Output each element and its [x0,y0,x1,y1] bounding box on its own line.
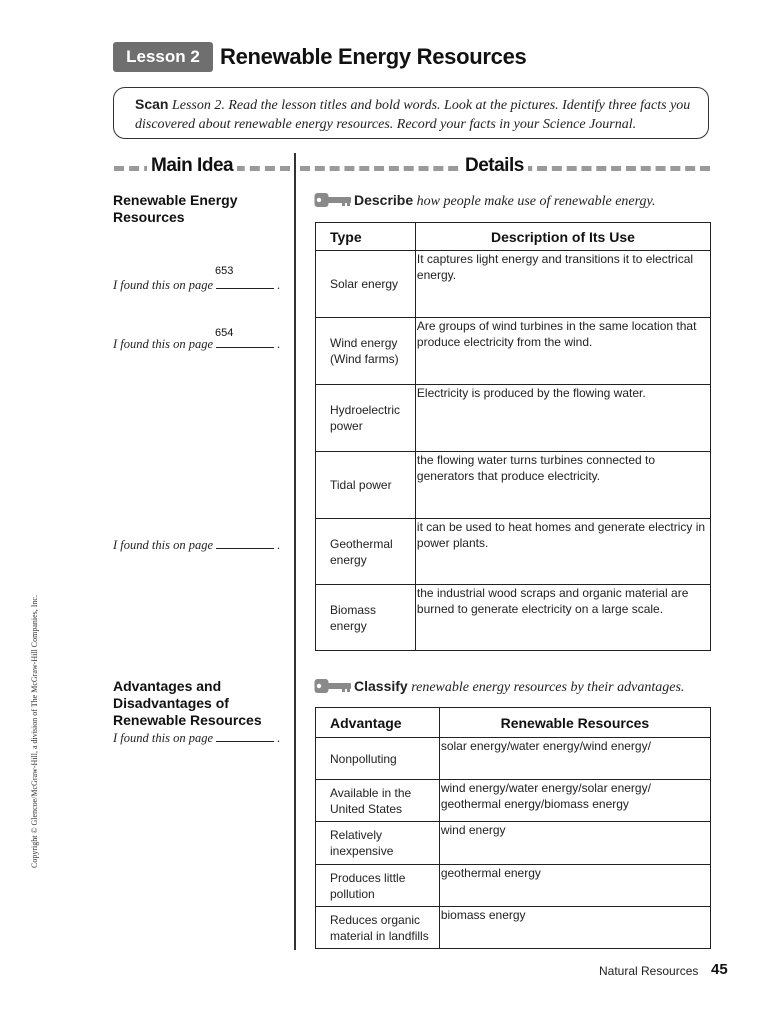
column-header-description: Description of Its Use [415,223,710,251]
description-cell[interactable]: the flowing water turns turbines connected to generators that produce electricity. [415,452,710,519]
advantage-cell: Available in the United States [316,780,440,822]
found-label: I found this on page [113,278,213,292]
describe-instruction [314,192,656,210]
type-cell: Biomass energy [316,585,416,651]
table-row [316,385,711,452]
found-page-number-2[interactable]: 654 [215,327,234,339]
key-icon [314,192,352,208]
describe-text: how people make use of renewable energy. [416,194,656,209]
table-row [316,452,711,519]
table-row [316,585,711,651]
left-heading-renewable: Renewable Energy Resources [113,192,238,225]
describe-verb: Describe [354,192,414,208]
found-page-blank[interactable] [216,337,274,348]
classify-verb: Classify [354,678,408,694]
found-on-page-2: I found this on page . [113,337,281,351]
lesson-badge: Lesson 2 [113,42,213,72]
found-on-page-3: I found this on page . [113,538,281,552]
description-cell[interactable]: It captures light energy and transitions it to electrical energy. [415,251,710,318]
resources-cell[interactable]: wind energy/water energy/solar energy/ geothermal energy/biomass energy [439,780,710,822]
found-on-page-4: I found this on page . [113,731,281,745]
type-cell: Tidal power [316,452,416,519]
table-row [316,780,711,822]
classify-instruction [314,678,684,696]
advantage-cell: Reduces organic material in landfills [316,907,440,949]
advantages-table [315,707,711,949]
description-cell[interactable]: Are groups of wind turbines in the same location that produce electricity from the wind. [415,318,710,385]
table-header-row [316,708,711,738]
description-cell[interactable]: the industrial wood scraps and organic material are burned to generate electricity on a large scale. [415,585,710,651]
details-heading: Details [461,155,528,177]
column-header-advantage: Advantage [316,708,440,738]
type-cell: Hydroelectric power [316,385,416,452]
resources-cell[interactable]: solar energy/water energy/wind energy/ [439,738,710,780]
table-row [316,907,711,949]
table-row [316,738,711,780]
page-title: Renewable Energy Resources [220,44,527,69]
advantage-cell: Produces little pollution [316,865,440,907]
found-page-blank[interactable] [216,731,274,742]
type-cell: Wind energy (Wind farms) [316,318,416,385]
key-icon [314,678,352,694]
type-cell: Solar energy [316,251,416,318]
energy-use-table [315,222,711,651]
classify-text: renewable energy resources by their advantages. [411,680,685,695]
scan-text: Lesson 2. Read the lesson titles and bold words. Look at the pictures. Identify three facts you discovered about renewable energy resources. Record your facts in your Science Journal. [135,98,691,132]
table-row [316,318,711,385]
advantage-cell: Nonpolluting [316,738,440,780]
found-label: I found this on page [113,538,213,552]
main-idea-heading: Main Idea [147,155,237,177]
description-cell[interactable]: Electricity is produced by the flowing water. [415,385,710,452]
type-cell: Geothermal energy [316,519,416,585]
found-page-blank[interactable] [216,538,274,549]
found-page-number-1[interactable]: 653 [215,265,234,277]
resources-cell[interactable]: wind energy [439,822,710,865]
found-label: I found this on page [113,337,213,351]
table-header-row [316,223,711,251]
column-header-resources: Renewable Resources [439,708,710,738]
copyright-notice: Copyright © Glencoe/McGraw-Hill, a division of The McGraw-Hill Companies, Inc. [30,595,39,868]
found-page-blank[interactable] [216,278,274,289]
page-number: 45 [711,961,728,978]
resources-cell[interactable]: geothermal energy [439,865,710,907]
footer-section-label: Natural Resources [599,964,699,978]
description-cell[interactable]: it can be used to heat homes and generate electricy in power plants. [415,519,710,585]
column-divider [294,153,296,950]
table-row [316,822,711,865]
table-row [316,251,711,318]
table-row [316,519,711,585]
found-label: I found this on page [113,731,213,745]
scan-label: Scan [135,96,169,112]
found-on-page-1: I found this on page . [113,278,281,292]
left-heading-advantages: Advantages and Disadvantages of Renewable Resources [113,678,262,728]
resources-cell[interactable]: biomass energy [439,907,710,949]
advantage-cell: Relatively inexpensive [316,822,440,865]
scan-instruction-box [113,87,709,139]
table-row [316,865,711,907]
column-header-type: Type [316,223,416,251]
